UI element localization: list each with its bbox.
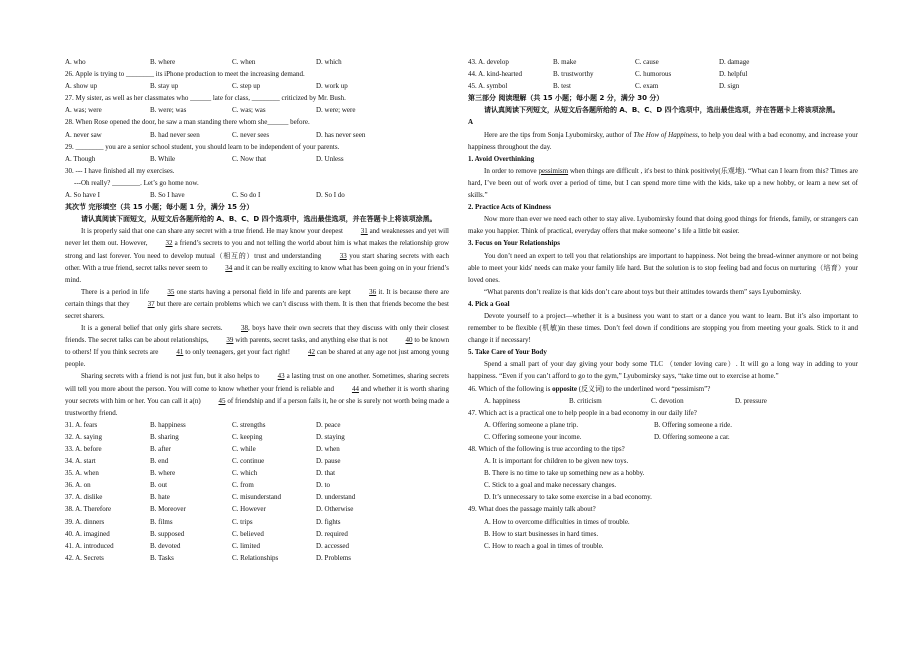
cloze-paragraph-4 bbox=[65, 370, 449, 418]
q49-option: B. How to start businesses in hard times. bbox=[484, 529, 599, 538]
option: B. trustworthy bbox=[553, 70, 594, 79]
right-column bbox=[468, 56, 858, 552]
option-row-35 bbox=[65, 467, 449, 479]
option: C. strengths bbox=[232, 420, 266, 429]
blank-32: 32 bbox=[165, 239, 173, 248]
option: C. So do I bbox=[232, 191, 261, 200]
blank-45: 45 bbox=[218, 396, 226, 405]
option-row-44 bbox=[468, 68, 858, 80]
text: a friend’s secrets to you and not telling the world about him is what makes the relationship grow strong and last forever. You need to develop mutual（相互的）trust and understanding bbox=[65, 239, 450, 260]
option: 38. A. Therefore bbox=[65, 505, 112, 514]
option: A. happiness bbox=[484, 396, 521, 405]
tip-3-text: You don’t need an expert to tell you that relationships are important to happiness. Not being the bread-winner anymore or not being able to meet your kids' needs can make your family life hard. But the solution is to stop feeling bad and focus on nurturing（培育）your loved ones. bbox=[468, 251, 858, 284]
option-row-45 bbox=[468, 80, 858, 92]
text: , boys have their own secrets that they discuss with only their closest friends. The secret talks can be about relationships, bbox=[65, 324, 449, 345]
tip-2-heading: 2. Practice Acts of Kindness bbox=[468, 203, 552, 212]
option: B. While bbox=[150, 154, 176, 163]
question-27: 27. My sister, as well as her classmates who ______ late for class, ________ criticized by Mr. Bush. bbox=[65, 94, 346, 103]
option: B. happiness bbox=[150, 420, 186, 429]
option: B. out bbox=[150, 481, 168, 490]
option: 39. A. dinners bbox=[65, 517, 105, 526]
option: C. exam bbox=[635, 82, 659, 91]
option: 42. A. Secrets bbox=[65, 553, 104, 562]
tip-3-heading: 3. Focus on Your Relationships bbox=[468, 239, 560, 248]
text: you start sharing secrets with each other. With a true friend, secret talks never seem to bbox=[65, 251, 450, 272]
option: C. continue bbox=[232, 457, 265, 466]
option: C. trips bbox=[232, 517, 253, 526]
left-column bbox=[65, 56, 449, 564]
blank-34: 34 bbox=[225, 263, 233, 272]
option: B. supposed bbox=[150, 529, 185, 538]
option: C. which bbox=[232, 469, 258, 478]
q28-options bbox=[65, 129, 449, 141]
text: and weaknesses and yet will never let them out. However, bbox=[65, 227, 449, 248]
option: A. who bbox=[65, 58, 86, 66]
option: A. Offering someone a plane trip. bbox=[484, 420, 579, 429]
text: with parents, secret tasks, and anything else that is not bbox=[235, 336, 388, 345]
option: B. stay up bbox=[150, 82, 179, 91]
q48-option: D. It’s unnecessary to take some exercise in a bad economy. bbox=[484, 493, 652, 502]
option: C. Offering someone your income. bbox=[484, 432, 582, 441]
option: 33. A. before bbox=[65, 445, 102, 453]
text: (反义词) to the underlined word “pessimism”? bbox=[578, 384, 711, 393]
option: C. was; was bbox=[232, 106, 266, 115]
text: to be known to others! If you think secrets are bbox=[65, 336, 450, 357]
option: D. staying bbox=[316, 432, 345, 441]
blank-33: 33 bbox=[339, 251, 347, 260]
option: C. devotion bbox=[651, 396, 684, 405]
text: In order to remove bbox=[484, 166, 537, 175]
cloze-paragraph-1 bbox=[65, 225, 449, 285]
text: Here are the tips from Sonja Lyubomirsky, author of bbox=[484, 130, 632, 139]
tip-2-text: Now more than ever we need each other to stay alive. Lyubomirsky found that doing good things for friends, family, or strangers can make you happier. Think of practical, everyday offers that make someone’ s life a little bit easier. bbox=[468, 215, 858, 236]
blank-35: 35 bbox=[167, 287, 175, 296]
cloze-options bbox=[65, 419, 449, 564]
option: D. were; were bbox=[316, 106, 356, 115]
cloze-paragraph-3 bbox=[65, 322, 449, 370]
text: Sharing secrets with a friend is not just fun, but it also helps to bbox=[81, 372, 260, 381]
section-3-title: 第三部分 阅读理解（共 15 小题；每小题 2 分，满分 30 分） bbox=[468, 94, 664, 103]
option-row-32 bbox=[65, 431, 449, 443]
option: C. while bbox=[232, 445, 256, 453]
passage-label: A bbox=[468, 118, 474, 127]
text: one starts having a personal field in life and parents are kept bbox=[176, 287, 351, 296]
tip-4-text: Devote yourself to a project—whether it is a business you want to start or a dance you want to learn. But it’s also important to remember to be flexible (机敏)in these times. Don’t feel down if conditions are stopping you from meeting your goals. Stick to it and change it if necessary! bbox=[468, 311, 858, 345]
option: B. had never seen bbox=[150, 130, 200, 139]
option: D. to bbox=[316, 481, 330, 490]
option: B. after bbox=[150, 445, 171, 453]
tip-1-heading: 1. Avoid Overthinking bbox=[468, 154, 535, 163]
option: B. Offering someone a ride. bbox=[654, 420, 733, 429]
option: A. was; were bbox=[65, 106, 102, 115]
option-row-39 bbox=[65, 516, 449, 528]
q48-option: A. It is important for children to be given new toys. bbox=[484, 457, 629, 466]
option: A. never saw bbox=[65, 130, 102, 139]
option: D. pressure bbox=[735, 396, 767, 405]
option: 35. A. when bbox=[65, 469, 99, 478]
blank-37: 37 bbox=[147, 299, 155, 308]
option: B. end bbox=[150, 457, 169, 466]
option: C. limited bbox=[232, 541, 260, 550]
option: C. misunderstand bbox=[232, 493, 281, 502]
passage-intro bbox=[468, 129, 858, 153]
option: B. make bbox=[553, 58, 577, 66]
blank-43: 43 bbox=[277, 372, 285, 381]
option: B. where bbox=[150, 58, 176, 66]
q49-option: A. How to overcome difficulties in times of trouble. bbox=[484, 517, 630, 526]
blank-42: 42 bbox=[308, 348, 315, 357]
option: C. humorous bbox=[635, 70, 672, 79]
blank-41: 41 bbox=[176, 348, 184, 357]
blank-40: 40 bbox=[405, 336, 413, 345]
option: 34. A. start bbox=[65, 457, 96, 466]
question-49: 49. What does the passage mainly talk about? bbox=[468, 505, 596, 514]
question-28: 28. When Rose opened the door, he saw a man standing there whom she______ before. bbox=[65, 118, 310, 127]
option: 37. A. dislike bbox=[65, 493, 103, 502]
option: 43. A. develop bbox=[468, 58, 509, 66]
section-3-instructions: 请认真阅读下列短文，从短文后各题所给的 A、B、C、D 四个选项中，选出最佳选项，并在答题卡上将该项涂黑。 bbox=[484, 106, 840, 115]
section-2-instructions: 请认真阅读下面短文，从短文后各题所给的 A、B、C、D 四个选项中，选出最佳选项，并在答题卡上将该项涂黑。 bbox=[81, 215, 437, 224]
text: whether your friend is reliable and bbox=[236, 384, 334, 393]
option: B. devoted bbox=[150, 541, 181, 550]
tip-1-text bbox=[468, 165, 858, 201]
option-row-40 bbox=[65, 528, 449, 540]
text: It is properly said that one can share any secret with a true friend. He may know your deepest bbox=[81, 227, 343, 236]
option: B. sharing bbox=[150, 432, 179, 441]
option: D. sign bbox=[719, 82, 740, 91]
question-26: 26. Apple is trying to ________ its iPhone production to meet the increasing demand. bbox=[65, 70, 305, 79]
option: C. believed bbox=[232, 529, 264, 538]
option: D. So I do bbox=[316, 191, 345, 200]
tip-5-heading: 5. Take Care of Your Body bbox=[468, 348, 547, 357]
text: it. It is because there are certain things that they bbox=[65, 287, 450, 308]
option: B. Tasks bbox=[150, 553, 174, 562]
q47-options-row2 bbox=[468, 431, 858, 443]
option: 44. A. kind-hearted bbox=[468, 70, 523, 79]
option: D. Offering someone a car. bbox=[654, 432, 730, 441]
option: C. Now that bbox=[232, 154, 267, 163]
option: 36. A. on bbox=[65, 481, 91, 490]
q27-options bbox=[65, 104, 449, 116]
option-row-38 bbox=[65, 503, 449, 515]
option-row-42 bbox=[65, 552, 449, 564]
option: A. So have I bbox=[65, 191, 100, 200]
option: C. Relationships bbox=[232, 553, 279, 562]
option-row-34 bbox=[65, 455, 449, 467]
blank-39: 39 bbox=[226, 336, 234, 345]
bold-word: opposite bbox=[552, 384, 577, 393]
option: 31. A. fears bbox=[65, 420, 98, 429]
question-30-line1: 30. --- I have finished all my exercises. bbox=[65, 166, 175, 175]
option: D. work up bbox=[316, 82, 348, 91]
option: B. were; was bbox=[150, 106, 187, 115]
option: D. pause bbox=[316, 457, 341, 466]
option: C. step up bbox=[232, 82, 261, 91]
text: It is a general belief that only girls share secrets. bbox=[81, 324, 223, 333]
underlined-word: pessimism bbox=[538, 166, 569, 175]
option: B. where bbox=[150, 469, 176, 478]
tip-4-heading: 4. Pick a Goal bbox=[468, 299, 510, 308]
book-title: The How of Happiness bbox=[633, 130, 698, 139]
section-2-title: 其次节 完形填空（共 15 小题；每小题 1 分，满分 15 分） bbox=[65, 203, 254, 212]
question-29: 29. ________ you are a senior school student, you should learn to be independent of your parents. bbox=[65, 142, 340, 151]
cloze-paragraph-2 bbox=[65, 286, 449, 322]
q46-options bbox=[468, 395, 858, 407]
option: B. So I have bbox=[150, 191, 185, 200]
option: B. films bbox=[150, 517, 173, 526]
text: can be shared at any age not just among young people. bbox=[65, 348, 450, 369]
option: D. that bbox=[316, 469, 336, 478]
option: C. However bbox=[232, 505, 266, 514]
blank-36: 36 bbox=[369, 287, 377, 296]
question-46 bbox=[468, 383, 858, 395]
q29-options bbox=[65, 153, 449, 165]
option-row-41 bbox=[65, 540, 449, 552]
option: D. has never seen bbox=[316, 130, 366, 139]
option: 45. A. symbol bbox=[468, 82, 508, 91]
option: 40. A. imagined bbox=[65, 529, 110, 538]
option: A. show up bbox=[65, 82, 98, 91]
option-row-37 bbox=[65, 491, 449, 503]
blank-38: 38 bbox=[241, 324, 248, 333]
option: B. criticism bbox=[569, 396, 602, 405]
option: D. peace bbox=[316, 420, 341, 429]
option: D. when bbox=[316, 445, 340, 453]
text: There is a period in life bbox=[81, 287, 150, 296]
option: 32. A. saying bbox=[65, 432, 102, 441]
q47-options-row1 bbox=[468, 419, 858, 431]
question-47: 47. Which act is a practical one to help people in a bad economy in our daily life? bbox=[468, 408, 697, 417]
option: D. accessed bbox=[316, 541, 350, 550]
text: to only teenagers, get your fact right! bbox=[185, 348, 291, 357]
blank-44: 44 bbox=[351, 384, 359, 393]
tip-5-text: Spend a small part of your day giving your body some TLC （tender loving care）. It will go a long way in adding to your happiness. “Even if you can’t afford to go to the gym,” Lyubomirsky says, “take time out to exercise at home.” bbox=[468, 360, 858, 381]
option: D. understand bbox=[316, 493, 356, 502]
option: C. when bbox=[232, 58, 256, 66]
option: B. hate bbox=[150, 493, 170, 502]
option: D. Otherwise bbox=[316, 505, 354, 514]
option: D. damage bbox=[719, 58, 750, 66]
text: a lasting trust on one another. Sometimes, sharing secrets will tell you more about the person. You will come to know bbox=[65, 372, 449, 393]
option: D. fights bbox=[316, 517, 341, 526]
text: and it can be really exciting to know what has been going on in your friend’s mind. bbox=[65, 263, 449, 284]
option: D. which bbox=[316, 58, 342, 66]
option: B. test bbox=[553, 82, 571, 91]
q48-option: B. There is no time to take up something new as a hobby. bbox=[484, 469, 645, 478]
option: C. never sees bbox=[232, 130, 270, 139]
option: D. required bbox=[316, 529, 348, 538]
q48-option: C. Stick to a goal and make necessary changes. bbox=[484, 481, 617, 490]
option-row-33 bbox=[65, 443, 449, 455]
text: , to help you deal with a bad economy, and increase your happiness throughout the day. bbox=[468, 130, 858, 151]
option: B. Moreover bbox=[150, 505, 186, 514]
text: 46. Which of the following is bbox=[468, 384, 551, 393]
tip-3-quote: “What parents don’t realize is that kids don’t care about toys but their attitudes towards them” says Lyubomirsky. bbox=[484, 287, 802, 296]
blank-31: 31 bbox=[360, 227, 368, 236]
text: and whether it is worth sharing your secrets with him or her. You can call it a(n) bbox=[65, 384, 450, 405]
option: C. keeping bbox=[232, 432, 263, 441]
text: but there are certain problems which we can’t discuss with them. It is then that friends become the best secret sharers. bbox=[65, 299, 449, 320]
option: D. Problems bbox=[316, 553, 351, 562]
option-row-43 bbox=[468, 56, 858, 68]
option: C. cause bbox=[635, 58, 659, 66]
question-48: 48. Which of the following is true according to the tips? bbox=[468, 445, 625, 453]
text: of friendship and if a person fails it, he or she is surely not worth being made a trustworthy friend. bbox=[65, 396, 450, 417]
q25-options bbox=[65, 56, 449, 68]
text: when things are difficult , it's best to think positively(乐观地). “What can I learn from this? Times are hard, I’ve been out of work over a period of time, but I can spend more time with the kids, take up a new hobby, or learn a new set of skills.” bbox=[468, 166, 858, 200]
option: A. Though bbox=[65, 154, 96, 163]
q30-options bbox=[65, 189, 449, 201]
option: C. from bbox=[232, 481, 254, 490]
option-row-31 bbox=[65, 419, 449, 431]
option: 41. A. introduced bbox=[65, 541, 114, 550]
question-30-line2: ---Oh really? ________. Let’s go home now. bbox=[74, 178, 199, 187]
option-row-36 bbox=[65, 479, 449, 491]
q26-options bbox=[65, 80, 449, 92]
option: D. helpful bbox=[719, 70, 748, 79]
q49-option: C. How to reach a goal in times of trouble. bbox=[484, 541, 604, 550]
option: D. Unless bbox=[316, 154, 344, 163]
